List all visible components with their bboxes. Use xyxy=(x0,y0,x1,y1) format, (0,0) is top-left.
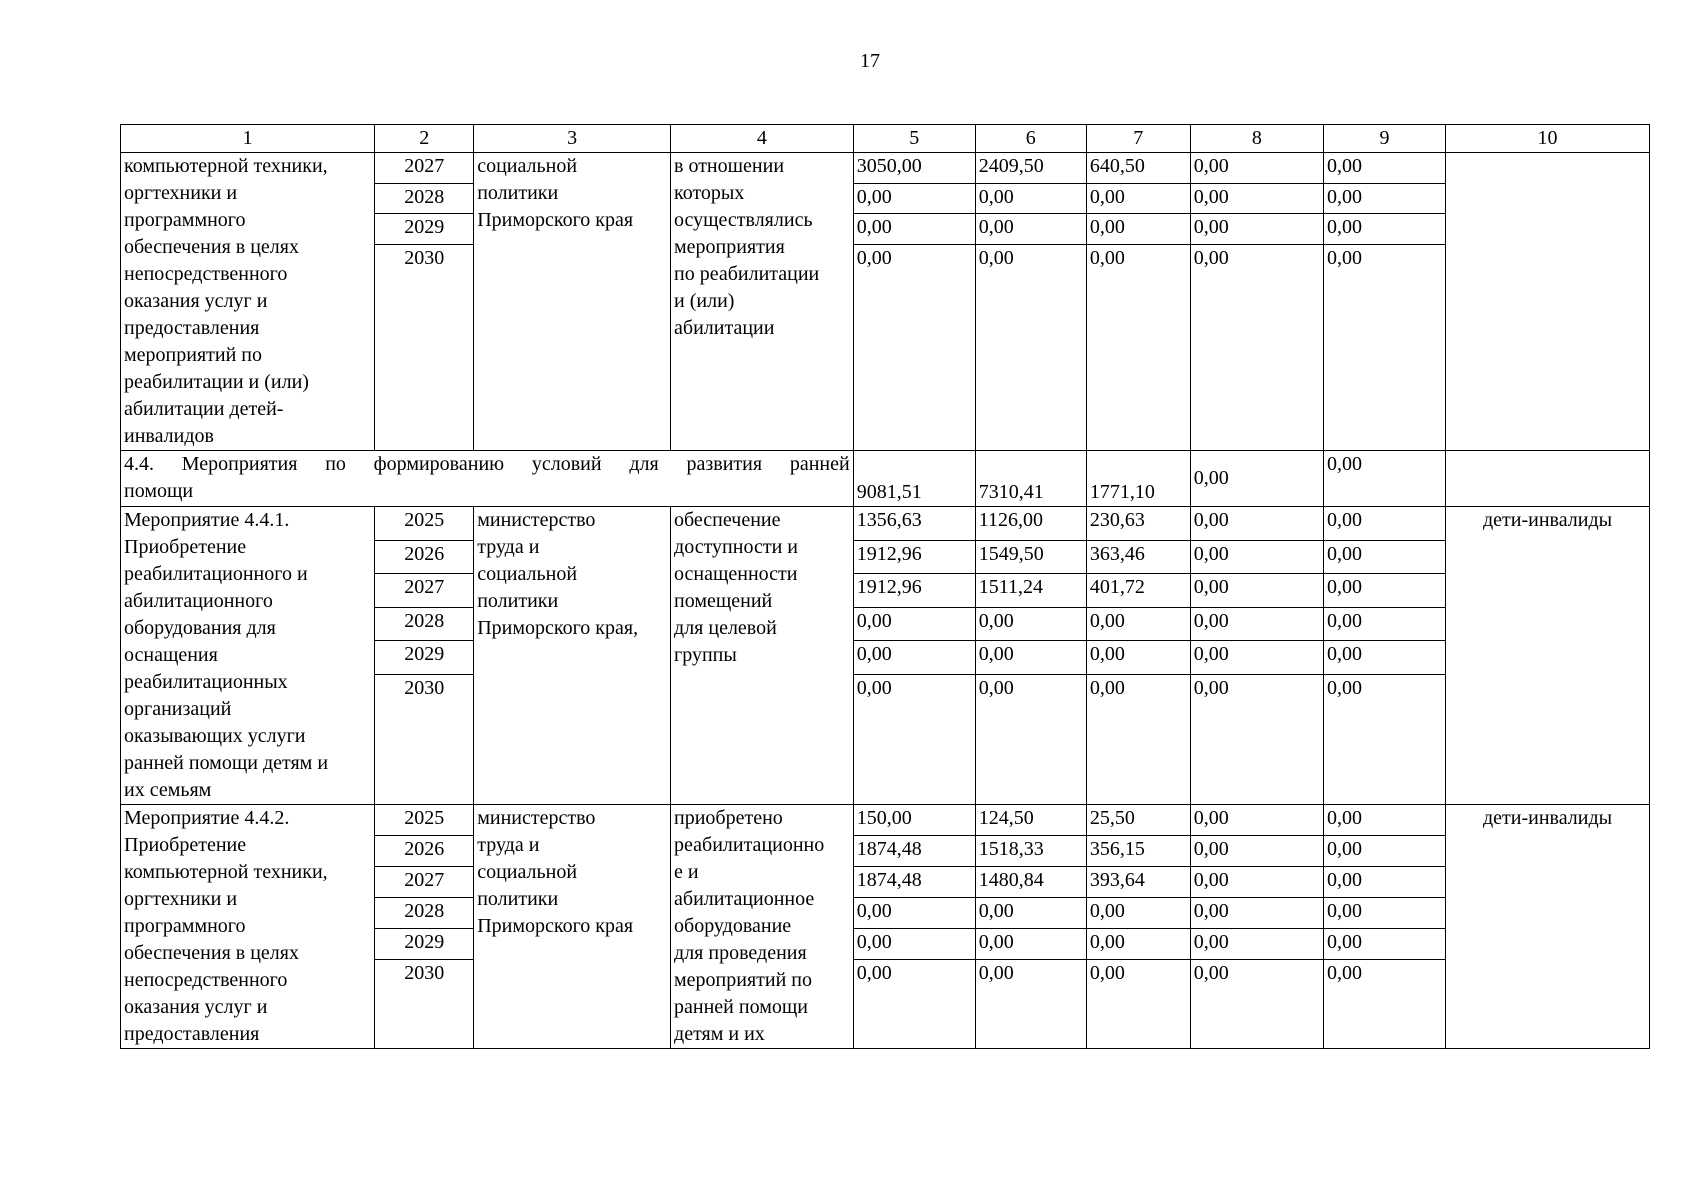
executor-cell xyxy=(474,805,671,1049)
cell-line: детям и их xyxy=(674,1023,765,1045)
amount-cell: 1518,33 xyxy=(975,835,1086,866)
column-header: 6 xyxy=(975,125,1086,153)
amount-cell: 0,00 xyxy=(1086,214,1190,245)
column-header: 8 xyxy=(1190,125,1323,153)
column-header: 5 xyxy=(853,125,975,153)
cell-line: труда и xyxy=(477,536,540,558)
amount-cell: 0,00 xyxy=(975,674,1086,805)
year-cell: 2029 xyxy=(375,928,474,959)
amount-cell: 0,00 xyxy=(853,183,975,214)
executor-cell xyxy=(474,153,671,451)
amount-cell: 0,00 xyxy=(1190,153,1323,184)
amount-cell: 0,00 xyxy=(1086,183,1190,214)
amount-cell: 0,00 xyxy=(975,641,1086,675)
cell-line: политики xyxy=(477,182,559,204)
amount-cell: 2409,50 xyxy=(975,153,1086,184)
cell-line: абилитационного xyxy=(124,590,273,612)
amount-cell: 356,15 xyxy=(1086,835,1190,866)
section-title-line: помощи xyxy=(124,480,194,502)
cell-line: предоставления xyxy=(124,317,260,339)
amount-cell: 0,00 xyxy=(1323,540,1445,574)
result-cell xyxy=(671,153,854,451)
cell-line: ранней помощи xyxy=(674,996,808,1018)
amount-cell: 0,00 xyxy=(853,641,975,675)
target-group-cell xyxy=(1446,451,1650,507)
amount-cell: 0,00 xyxy=(1190,674,1323,805)
cell-line: оборудования для xyxy=(124,617,276,639)
cell-line: в отношении xyxy=(674,155,785,177)
amount-cell: 0,00 xyxy=(1323,641,1445,675)
cell-line: по реабилитации xyxy=(674,263,820,285)
cell-line: социальной xyxy=(477,155,578,177)
amount-cell: 0,00 xyxy=(1086,897,1190,928)
measure-name-cell xyxy=(121,507,375,805)
amount-cell: 0,00 xyxy=(1086,607,1190,641)
cell-line: компьютерной техники, xyxy=(124,861,328,883)
year-cell: 2028 xyxy=(375,897,474,928)
amount-cell: 1874,48 xyxy=(853,835,975,866)
cell-line: оказания услуг и xyxy=(124,996,268,1018)
amount-cell: 0,00 xyxy=(1190,805,1323,836)
amount-cell: 0,00 xyxy=(1323,244,1445,450)
amount-cell: 0,00 xyxy=(853,959,975,1048)
amount-cell: 0,00 xyxy=(975,897,1086,928)
cell-line: инвалидов xyxy=(124,425,214,447)
target-group-cell xyxy=(1446,153,1650,451)
amount-cell: 0,00 xyxy=(1323,674,1445,805)
year-cell: 2026 xyxy=(375,835,474,866)
amount-cell: 0,00 xyxy=(1323,607,1445,641)
year-cell: 2027 xyxy=(375,153,474,184)
cell-line: абилитации xyxy=(674,317,775,339)
amount-cell: 0,00 xyxy=(975,928,1086,959)
section-amount-cell: 7310,41 xyxy=(975,451,1086,507)
cell-line: непосредственного xyxy=(124,263,288,285)
column-header: 10 xyxy=(1446,125,1650,153)
budget-table xyxy=(120,124,1650,1049)
target-group-cell: дети-инвалиды xyxy=(1446,805,1650,1049)
amount-cell: 1511,24 xyxy=(975,574,1086,608)
cell-line: Мероприятие 4.4.2. xyxy=(124,807,290,829)
cell-line: социальной xyxy=(477,563,578,585)
amount-cell: 0,00 xyxy=(1323,959,1445,1048)
cell-line: оказания услуг и xyxy=(124,290,268,312)
amount-cell: 1480,84 xyxy=(975,866,1086,897)
cell-line: политики xyxy=(477,590,559,612)
amount-cell: 0,00 xyxy=(1086,641,1190,675)
amount-cell: 0,00 xyxy=(1323,183,1445,214)
year-cell: 2029 xyxy=(375,214,474,245)
amount-cell: 0,00 xyxy=(1323,574,1445,608)
cell-line: мероприятий по xyxy=(124,344,262,366)
amount-cell: 0,00 xyxy=(1190,928,1323,959)
amount-cell: 0,00 xyxy=(1190,214,1323,245)
section-amount-cell: 9081,51 xyxy=(853,451,975,507)
amount-cell: 0,00 xyxy=(1323,507,1445,541)
amount-cell: 150,00 xyxy=(853,805,975,836)
cell-line: организаций xyxy=(124,698,232,720)
target-group-cell: дети-инвалиды xyxy=(1446,507,1650,805)
amount-cell: 1912,96 xyxy=(853,574,975,608)
cell-line: для проведения xyxy=(674,942,807,964)
amount-cell: 230,63 xyxy=(1086,507,1190,541)
table-row xyxy=(121,507,1650,541)
column-header: 2 xyxy=(375,125,474,153)
amount-cell: 0,00 xyxy=(975,959,1086,1048)
executor-cell xyxy=(474,507,671,805)
cell-line: обеспечения в целях xyxy=(124,236,299,258)
amount-cell: 0,00 xyxy=(853,897,975,928)
year-cell: 2027 xyxy=(375,574,474,608)
year-cell: 2030 xyxy=(375,674,474,805)
amount-cell: 0,00 xyxy=(1190,641,1323,675)
year-cell: 2025 xyxy=(375,507,474,541)
cell-line: предоставления xyxy=(124,1023,260,1045)
cell-line: социальной xyxy=(477,861,578,883)
amount-cell: 0,00 xyxy=(975,244,1086,450)
amount-cell: 0,00 xyxy=(1190,540,1323,574)
amount-cell: 640,50 xyxy=(1086,153,1190,184)
cell-line: Приморского края xyxy=(477,915,634,937)
amount-cell: 0,00 xyxy=(1323,866,1445,897)
cell-line: реабилитационно xyxy=(674,834,825,856)
cell-line: Приморского края xyxy=(477,209,634,231)
amount-cell: 0,00 xyxy=(1190,244,1323,450)
measure-name-cell xyxy=(121,153,375,451)
cell-line: оснащенности xyxy=(674,563,798,585)
cell-line: е и xyxy=(674,861,699,883)
amount-cell: 0,00 xyxy=(1190,959,1323,1048)
year-cell: 2028 xyxy=(375,183,474,214)
cell-line: политики xyxy=(477,888,559,910)
cell-line: которых xyxy=(674,182,745,204)
amount-cell: 0,00 xyxy=(975,607,1086,641)
cell-line: министерство xyxy=(477,807,596,829)
cell-line: мероприятий по xyxy=(674,969,813,991)
column-header: 9 xyxy=(1323,125,1445,153)
amount-cell: 0,00 xyxy=(1190,866,1323,897)
amount-cell: 0,00 xyxy=(1086,674,1190,805)
cell-line: Приморского края, xyxy=(477,617,639,639)
cell-line: реабилитационных xyxy=(124,671,288,693)
section-title-line: 4.4. Мероприятия по формированию условий для развития ранней xyxy=(124,453,850,475)
cell-line: оргтехники и xyxy=(124,182,238,204)
amount-cell: 1912,96 xyxy=(853,540,975,574)
cell-line: помещений xyxy=(674,590,773,612)
page-number: 17 xyxy=(860,50,880,72)
cell-line: приобретено xyxy=(674,807,783,829)
cell-line: абилитации детей- xyxy=(124,398,284,420)
cell-line: ранней помощи детям и xyxy=(124,752,329,774)
cell-line: доступности и xyxy=(674,536,798,558)
amount-cell: 1549,50 xyxy=(975,540,1086,574)
cell-line: реабилитации и (или) xyxy=(124,371,309,393)
year-cell: 2030 xyxy=(375,959,474,1048)
amount-cell: 0,00 xyxy=(1323,835,1445,866)
cell-line: труда и xyxy=(477,834,540,856)
amount-cell: 1126,00 xyxy=(975,507,1086,541)
amount-cell: 0,00 xyxy=(853,214,975,245)
amount-cell: 363,46 xyxy=(1086,540,1190,574)
cell-line: и (или) xyxy=(674,290,735,312)
amount-cell: 0,00 xyxy=(975,214,1086,245)
cell-line: осуществлялись xyxy=(674,209,813,231)
cell-line: оказывающих услуги xyxy=(124,725,306,747)
table-row xyxy=(121,805,1650,836)
amount-cell: 0,00 xyxy=(1190,507,1323,541)
year-cell: 2028 xyxy=(375,607,474,641)
amount-cell: 0,00 xyxy=(1323,805,1445,836)
year-cell: 2027 xyxy=(375,866,474,897)
section-title xyxy=(121,451,854,507)
cell-line: для целевой xyxy=(674,617,777,639)
column-header: 3 xyxy=(474,125,671,153)
amount-cell: 0,00 xyxy=(853,928,975,959)
header-row xyxy=(121,125,1650,153)
amount-cell: 0,00 xyxy=(1190,607,1323,641)
amount-cell: 0,00 xyxy=(1086,928,1190,959)
amount-cell: 25,50 xyxy=(1086,805,1190,836)
cell-line: группы xyxy=(674,644,737,666)
amount-cell: 0,00 xyxy=(1323,214,1445,245)
year-cell: 2026 xyxy=(375,540,474,574)
cell-line: программного xyxy=(124,915,246,937)
cell-line: мероприятия xyxy=(674,236,785,258)
amount-cell: 3050,00 xyxy=(853,153,975,184)
amount-cell: 0,00 xyxy=(853,244,975,450)
cell-line: Мероприятие 4.4.1. xyxy=(124,509,290,531)
cell-line: министерство xyxy=(477,509,596,531)
section-row xyxy=(121,451,1650,507)
table-row xyxy=(121,153,1650,184)
amount-cell: 124,50 xyxy=(975,805,1086,836)
cell-line: обеспечение xyxy=(674,509,781,531)
cell-line: компьютерной техники, xyxy=(124,155,328,177)
cell-line: их семьям xyxy=(124,779,212,801)
amount-cell: 0,00 xyxy=(1086,244,1190,450)
year-cell: 2029 xyxy=(375,641,474,675)
amount-cell: 0,00 xyxy=(1190,574,1323,608)
cell-line: реабилитационного и xyxy=(124,563,308,585)
cell-line: оборудование xyxy=(674,915,792,937)
year-cell: 2030 xyxy=(375,244,474,450)
year-cell: 2025 xyxy=(375,805,474,836)
result-cell xyxy=(671,507,854,805)
cell-line: Приобретение xyxy=(124,536,247,558)
amount-cell: 0,00 xyxy=(1190,897,1323,928)
cell-line: программного xyxy=(124,209,246,231)
amount-cell: 1874,48 xyxy=(853,866,975,897)
column-header: 7 xyxy=(1086,125,1190,153)
cell-line: обеспечения в целях xyxy=(124,942,299,964)
cell-line: оснащения xyxy=(124,644,218,666)
amount-cell: 0,00 xyxy=(1190,183,1323,214)
result-cell xyxy=(671,805,854,1049)
column-header: 4 xyxy=(671,125,854,153)
cell-line: непосредственного xyxy=(124,969,288,991)
amount-cell: 0,00 xyxy=(1323,928,1445,959)
cell-line: абилитационное xyxy=(674,888,815,910)
amount-cell: 393,64 xyxy=(1086,866,1190,897)
amount-cell: 0,00 xyxy=(1190,835,1323,866)
amount-cell: 0,00 xyxy=(853,674,975,805)
measure-name-cell xyxy=(121,805,375,1049)
amount-cell: 0,00 xyxy=(1086,959,1190,1048)
section-amount-cell: 0,00 xyxy=(1323,451,1445,507)
section-amount-cell: 1771,10 xyxy=(1086,451,1190,507)
amount-cell: 0,00 xyxy=(1323,897,1445,928)
amount-cell: 401,72 xyxy=(1086,574,1190,608)
amount-cell: 0,00 xyxy=(853,607,975,641)
amount-cell: 1356,63 xyxy=(853,507,975,541)
section-amount-cell: 0,00 xyxy=(1190,451,1323,507)
cell-line: Приобретение xyxy=(124,834,247,856)
column-header: 1 xyxy=(121,125,375,153)
amount-cell: 0,00 xyxy=(1323,153,1445,184)
cell-line: оргтехники и xyxy=(124,888,238,910)
amount-cell: 0,00 xyxy=(975,183,1086,214)
